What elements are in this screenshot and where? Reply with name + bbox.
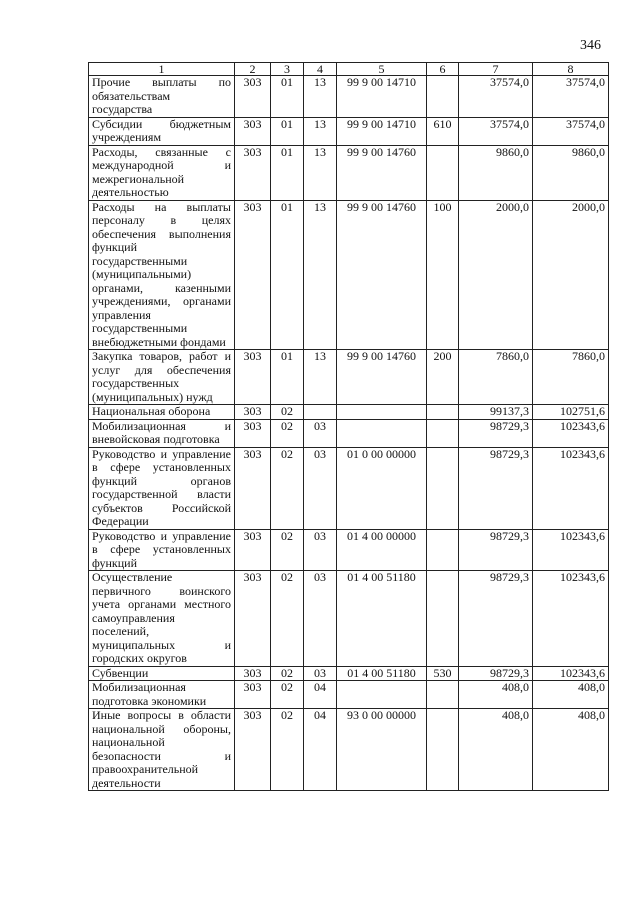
table-row xyxy=(89,419,609,447)
row-code-subsection: 13 xyxy=(304,117,337,145)
row-amount-year2: 102343,6 xyxy=(533,571,609,667)
row-code-target xyxy=(337,419,427,447)
row-code-target: 01 4 00 51180 xyxy=(337,666,427,681)
row-amount-year2: 408,0 xyxy=(533,681,609,709)
row-name: Национальная оборона xyxy=(89,405,235,420)
row-name: Мобилизационная подготовка экономики xyxy=(89,681,235,709)
row-code-section: 02 xyxy=(271,709,304,791)
row-code-ministry: 303 xyxy=(235,117,271,145)
row-amount-year1: 98729,3 xyxy=(459,447,533,529)
row-amount-year1: 37574,0 xyxy=(459,117,533,145)
row-code-subsection: 13 xyxy=(304,350,337,405)
page-number: 346 xyxy=(580,38,601,53)
row-code-expense-type xyxy=(427,419,459,447)
row-code-ministry: 303 xyxy=(235,709,271,791)
row-name: Расходы, связанные с международной и межрегиональной деятельностью xyxy=(89,145,235,200)
table-row xyxy=(89,666,609,681)
row-code-expense-type: 530 xyxy=(427,666,459,681)
column-header-1: 1 xyxy=(89,63,235,76)
row-amount-year1: 408,0 xyxy=(459,709,533,791)
table-row xyxy=(89,709,609,791)
row-code-target: 01 4 00 51180 xyxy=(337,571,427,667)
column-header-6: 6 xyxy=(427,63,459,76)
row-amount-year2: 9860,0 xyxy=(533,145,609,200)
row-code-expense-type xyxy=(427,76,459,118)
row-code-subsection: 03 xyxy=(304,571,337,667)
row-amount-year1: 2000,0 xyxy=(459,200,533,350)
row-amount-year1: 408,0 xyxy=(459,681,533,709)
row-code-target: 01 4 00 00000 xyxy=(337,529,427,571)
header-row xyxy=(89,63,609,76)
row-code-subsection: 13 xyxy=(304,200,337,350)
row-code-subsection: 03 xyxy=(304,419,337,447)
row-name: Расходы на выплаты персоналу в целях обеспечения выполнения функций государственными (муниципальными) органами, казенными учреждениями, органами управления государственными внебюджетными фондами xyxy=(89,200,235,350)
row-code-subsection: 03 xyxy=(304,529,337,571)
row-code-section: 02 xyxy=(271,529,304,571)
row-code-section: 02 xyxy=(271,447,304,529)
table-row xyxy=(89,529,609,571)
row-code-section: 02 xyxy=(271,419,304,447)
row-code-target: 99 9 00 14760 xyxy=(337,350,427,405)
row-amount-year1: 37574,0 xyxy=(459,76,533,118)
row-code-ministry: 303 xyxy=(235,350,271,405)
row-code-ministry: 303 xyxy=(235,529,271,571)
row-code-expense-type xyxy=(427,529,459,571)
row-code-subsection: 03 xyxy=(304,447,337,529)
row-code-target: 99 9 00 14710 xyxy=(337,76,427,118)
row-name: Закупка товаров, работ и услуг для обеспечения государственных (муниципальных) нужд xyxy=(89,350,235,405)
row-code-subsection: 13 xyxy=(304,76,337,118)
row-amount-year1: 7860,0 xyxy=(459,350,533,405)
row-code-section: 01 xyxy=(271,145,304,200)
table-row xyxy=(89,145,609,200)
row-code-expense-type: 610 xyxy=(427,117,459,145)
row-amount-year2: 7860,0 xyxy=(533,350,609,405)
table-body xyxy=(89,76,609,791)
row-amount-year2: 102343,6 xyxy=(533,447,609,529)
column-header-7: 7 xyxy=(459,63,533,76)
row-code-section: 01 xyxy=(271,350,304,405)
row-code-section: 02 xyxy=(271,405,304,420)
row-code-section: 01 xyxy=(271,200,304,350)
table-row xyxy=(89,76,609,118)
row-code-expense-type: 100 xyxy=(427,200,459,350)
table-row xyxy=(89,200,609,350)
table-row xyxy=(89,350,609,405)
row-code-ministry: 303 xyxy=(235,200,271,350)
row-amount-year2: 37574,0 xyxy=(533,76,609,118)
column-header-3: 3 xyxy=(271,63,304,76)
column-header-8: 8 xyxy=(533,63,609,76)
row-amount-year1: 98729,3 xyxy=(459,666,533,681)
row-amount-year2: 2000,0 xyxy=(533,200,609,350)
row-name: Мобилизационная и вневойсковая подготовка xyxy=(89,419,235,447)
row-name: Руководство и управление в сфере установленных функций xyxy=(89,529,235,571)
row-amount-year1: 99137,3 xyxy=(459,405,533,420)
table-row xyxy=(89,117,609,145)
row-code-ministry: 303 xyxy=(235,681,271,709)
row-name: Руководство и управление в сфере установленных функций органов государственной власти субъектов Российской Федерации xyxy=(89,447,235,529)
row-code-subsection: 13 xyxy=(304,145,337,200)
column-header-5: 5 xyxy=(337,63,427,76)
row-code-expense-type xyxy=(427,709,459,791)
row-code-target: 01 0 00 00000 xyxy=(337,447,427,529)
row-name: Субвенции xyxy=(89,666,235,681)
row-code-ministry: 303 xyxy=(235,76,271,118)
row-code-expense-type xyxy=(427,681,459,709)
row-name: Субсидии бюджетным учреждениям xyxy=(89,117,235,145)
row-amount-year1: 98729,3 xyxy=(459,419,533,447)
row-code-section: 01 xyxy=(271,117,304,145)
row-amount-year1: 98729,3 xyxy=(459,571,533,667)
table-row xyxy=(89,405,609,420)
table-row xyxy=(89,681,609,709)
row-code-target: 99 9 00 14710 xyxy=(337,117,427,145)
row-amount-year2: 102751,6 xyxy=(533,405,609,420)
row-code-ministry: 303 xyxy=(235,419,271,447)
row-amount-year2: 37574,0 xyxy=(533,117,609,145)
row-code-subsection: 04 xyxy=(304,681,337,709)
row-amount-year2: 102343,6 xyxy=(533,529,609,571)
row-code-target: 99 9 00 14760 xyxy=(337,145,427,200)
row-name: Осуществление первичного воинского учета органами местного самоуправления поселений, муниципальных и городских округов xyxy=(89,571,235,667)
row-name: Прочие выплаты по обязательствам государства xyxy=(89,76,235,118)
table-row xyxy=(89,447,609,529)
row-amount-year1: 98729,3 xyxy=(459,529,533,571)
column-header-4: 4 xyxy=(304,63,337,76)
row-code-expense-type: 200 xyxy=(427,350,459,405)
row-code-target xyxy=(337,405,427,420)
row-code-ministry: 303 xyxy=(235,447,271,529)
row-code-section: 02 xyxy=(271,681,304,709)
row-code-section: 01 xyxy=(271,76,304,118)
row-amount-year1: 9860,0 xyxy=(459,145,533,200)
row-amount-year2: 102343,6 xyxy=(533,419,609,447)
row-name: Иные вопросы в области национальной обороны, национальной безопасности и правоохранительной деятельности xyxy=(89,709,235,791)
row-code-target: 93 0 00 00000 xyxy=(337,709,427,791)
row-code-ministry: 303 xyxy=(235,145,271,200)
row-amount-year2: 408,0 xyxy=(533,709,609,791)
row-code-target xyxy=(337,681,427,709)
row-code-subsection: 03 xyxy=(304,666,337,681)
row-code-expense-type xyxy=(427,145,459,200)
row-code-subsection: 04 xyxy=(304,709,337,791)
row-amount-year2: 102343,6 xyxy=(533,666,609,681)
budget-table xyxy=(88,62,609,791)
row-code-ministry: 303 xyxy=(235,571,271,667)
row-code-expense-type xyxy=(427,405,459,420)
row-code-section: 02 xyxy=(271,666,304,681)
column-header-2: 2 xyxy=(235,63,271,76)
row-code-expense-type xyxy=(427,571,459,667)
table-row xyxy=(89,571,609,667)
row-code-target: 99 9 00 14760 xyxy=(337,200,427,350)
row-code-ministry: 303 xyxy=(235,666,271,681)
row-code-section: 02 xyxy=(271,571,304,667)
row-code-ministry: 303 xyxy=(235,405,271,420)
row-code-subsection xyxy=(304,405,337,420)
row-code-expense-type xyxy=(427,447,459,529)
